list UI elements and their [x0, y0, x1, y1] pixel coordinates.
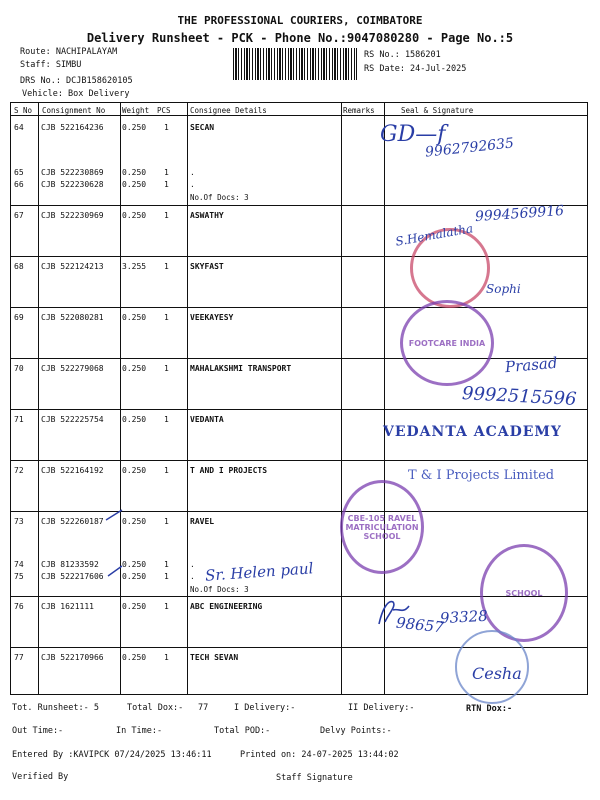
sno: 69	[14, 313, 24, 322]
sno: 73	[14, 517, 24, 526]
total-dox-value: 77	[198, 703, 209, 713]
sno: 71	[14, 415, 24, 424]
consignee: T AND I PROJECTS	[190, 466, 268, 475]
sno: 65	[14, 168, 24, 177]
consignee: VEDANTA	[190, 415, 224, 424]
route: Route: NACHIPALAYAM	[20, 47, 118, 57]
tot-runsheet: Tot. Runsheet:- 5	[12, 703, 99, 713]
ii-delivery: II Delivery:-	[348, 703, 415, 713]
consignment-no: CJB 522260187	[41, 517, 104, 526]
signature-72: T & I Projects Limited	[408, 468, 555, 483]
weight: 0.250	[122, 517, 147, 526]
col-weight: Weight	[122, 106, 150, 115]
consignee: .	[190, 560, 195, 569]
stamp-73: CBE-105 RAVEL MATRICULATION SCHOOL	[340, 480, 424, 574]
weight: 0.250	[122, 180, 147, 189]
consignee: .	[190, 180, 195, 189]
sno: 67	[14, 211, 24, 220]
pcs: 1	[164, 560, 169, 569]
printed-on: Printed on: 24-07-2025 13:44:02	[240, 750, 399, 760]
sno: 76	[14, 602, 24, 611]
pcs: 1	[164, 517, 169, 526]
i-delivery: I Delivery:-	[234, 703, 296, 713]
out-time: Out Time:-	[12, 726, 64, 736]
col-sno: S No	[14, 106, 33, 115]
phone-70: 9992515596	[461, 383, 578, 410]
verified-by: Verified By	[12, 772, 69, 782]
rs-date: RS Date: 24-Jul-2025	[364, 64, 467, 74]
consignee: RAVEL	[190, 517, 215, 526]
weight: 0.250	[122, 211, 147, 220]
signature-68: Sophi	[486, 282, 521, 296]
consignment-no: CJB 522230628	[41, 180, 104, 189]
signature-77: Cesha	[472, 664, 522, 683]
consignment-no: CJB 1621111	[41, 602, 94, 611]
delvy-points: Delvy Points:-	[320, 726, 392, 736]
consignee: TECH SEVAN	[190, 653, 239, 662]
staff: Staff: SIMBU	[20, 60, 82, 70]
consignee: .	[190, 168, 195, 177]
weight: 0.250	[122, 313, 147, 322]
pcs: 1	[164, 364, 169, 373]
weight: 3.255	[122, 262, 147, 271]
consignment-no: CJB 81233592	[41, 560, 99, 569]
signature-74: Sr. Helen paul	[204, 559, 314, 585]
pcs: 1	[164, 572, 169, 581]
sno: 68	[14, 262, 24, 271]
pcs: 1	[164, 123, 169, 132]
col-consignee: Consignee Details	[190, 106, 267, 115]
consignment-no: CJB 522230969	[41, 211, 104, 220]
sno: 66	[14, 180, 24, 189]
consignment-no: CJB 522217606	[41, 572, 104, 581]
pcs: 1	[164, 602, 169, 611]
sno: 74	[14, 560, 24, 569]
docs-note: No.Of Docs: 3	[190, 193, 249, 202]
weight: 0.250	[122, 415, 147, 424]
consignee: MAHALAKSHMI TRANSPORT	[190, 364, 292, 373]
in-time: In Time:-	[116, 726, 163, 736]
pcs: 1	[164, 168, 169, 177]
pcs: 1	[164, 466, 169, 475]
consignee: ABC ENGINEERING	[190, 602, 263, 611]
runsheet-subtitle: Delivery Runsheet - PCK - Phone No.:9047080280 - Page No.:5	[86, 31, 514, 45]
consignment-no: CJB 522225754	[41, 415, 104, 424]
phone-67: 9994569916	[474, 202, 565, 226]
sno: 72	[14, 466, 24, 475]
phone-64: 9962792635	[424, 135, 515, 161]
col-remarks: Remarks	[343, 106, 375, 115]
col-seal: Seal & Signature	[401, 106, 474, 115]
pcs: 1	[164, 211, 169, 220]
barcode	[233, 48, 357, 80]
staff-signature: Staff Signature	[276, 773, 353, 783]
sno: 70	[14, 364, 24, 373]
consignment-no: CJB 522279068	[41, 364, 104, 373]
consignment-no: CJB 522080281	[41, 313, 104, 322]
consignee: SECAN	[190, 123, 215, 132]
consignee: .	[190, 572, 195, 581]
col-consignment: Consignment No	[42, 106, 106, 115]
consignee: SKYFAST	[190, 262, 224, 271]
weight: 0.250	[122, 572, 147, 581]
phone-76a: 98657	[395, 613, 445, 637]
drs-no: DRS No.: DCJB158620105	[20, 76, 133, 86]
company-title: THE PROFESSIONAL COURIERS, COIMBATORE	[177, 14, 423, 27]
signature-71: VEDANTA ACADEMY	[383, 424, 562, 440]
sno: 64	[14, 123, 24, 132]
vehicle: Vehicle: Box Delivery	[22, 89, 130, 99]
pcs: 1	[164, 415, 169, 424]
col-pcs: PCS	[157, 106, 171, 115]
consignee: ASWATHY	[190, 211, 224, 220]
entered-by: Entered By :KAVIPCK 07/24/2025 13:46:11	[12, 750, 212, 760]
weight: 0.250	[122, 653, 147, 662]
weight: 0.250	[122, 560, 147, 569]
pcs: 1	[164, 313, 169, 322]
signature-76-mark	[375, 596, 415, 630]
weight: 0.250	[122, 123, 147, 132]
total-pod: Total POD:-	[214, 726, 271, 736]
correction-marks	[104, 508, 126, 578]
docs-note: No.Of Docs: 3	[190, 585, 249, 594]
sno: 75	[14, 572, 24, 581]
signature-64: GD—f	[380, 122, 446, 147]
weight: 0.250	[122, 466, 147, 475]
phone-76b: 93328	[439, 606, 489, 628]
weight: 0.250	[122, 364, 147, 373]
pcs: 1	[164, 180, 169, 189]
stamp-69: FOOTCARE INDIA	[400, 300, 494, 386]
pcs: 1	[164, 653, 169, 662]
consignee: VEEKAYESY	[190, 313, 234, 322]
consignment-no: CJB 522124213	[41, 262, 104, 271]
consignment-no: CJB 522164192	[41, 466, 104, 475]
weight: 0.250	[122, 602, 147, 611]
sno: 77	[14, 653, 24, 662]
pcs: 1	[164, 262, 169, 271]
rs-no: RS No.: 1586201	[364, 50, 441, 60]
total-dox-label: Total Dox:-	[127, 703, 184, 713]
consignment-no: CJB 522170966	[41, 653, 104, 662]
consignment-no: CJB 522230869	[41, 168, 104, 177]
name-67: S.Hemalatha	[394, 221, 475, 249]
rtn-dox: RTN Dox:-	[466, 704, 513, 714]
stamp-75: SCHOOL	[480, 544, 568, 642]
signature-70: Prasad	[504, 353, 559, 377]
consignment-no: CJB 522164236	[41, 123, 104, 132]
weight: 0.250	[122, 168, 147, 177]
